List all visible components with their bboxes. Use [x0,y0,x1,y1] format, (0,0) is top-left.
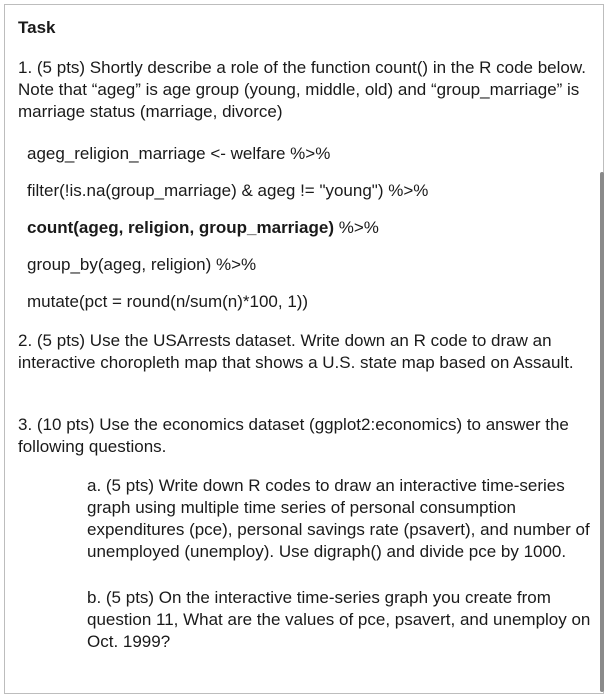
vertical-scrollbar[interactable] [600,172,604,692]
code-line-5: mutate(pct = round(n/sum(n)*100, 1)) [27,292,309,311]
code-line-3-bold: count(ageg, religion, group_marriage) [27,218,334,237]
code-line-3-pipe: %>% [333,218,379,237]
code-line-2: filter(!is.na(group_marriage) & ageg != "young") %>% [27,181,429,200]
question-1-text: 1. (5 pts) Shortly describe a role of the function count() in the R code below. Note that “ageg” is age group (young, middle, old) and “group_marriage” is marriage status (marriage, divorce) [18,58,586,121]
question-3b-text: b. (5 pts) On the interactive time-series graph you create from question 11, What are the values of pce, psavert, and unemploy on Oct. 1999? [87,588,591,651]
code-line-4: group_by(ageg, religion) %>% [27,255,257,274]
code-line-3 [27,217,379,239]
question-3-text: 3. (10 pts) Use the economics dataset (ggplot2:economics) to answer the following questions. [18,415,569,456]
code-line-1: ageg_religion_marriage <- welfare %>% [27,144,331,163]
task-title: Task [18,18,56,37]
question-3a-text: a. (5 pts) Write down R codes to draw an interactive time-series graph using multiple time series of personal consumption expenditures (pce), personal savings rate (psavert), and number of unemployed (unemploy). Use digraph() and divide pce by 1000. [87,476,590,561]
question-2-text: 2. (5 pts) Use the USArrests dataset. Write down an R code to draw an interactive choropleth map that shows a U.S. state map based on Assault. [18,331,574,372]
